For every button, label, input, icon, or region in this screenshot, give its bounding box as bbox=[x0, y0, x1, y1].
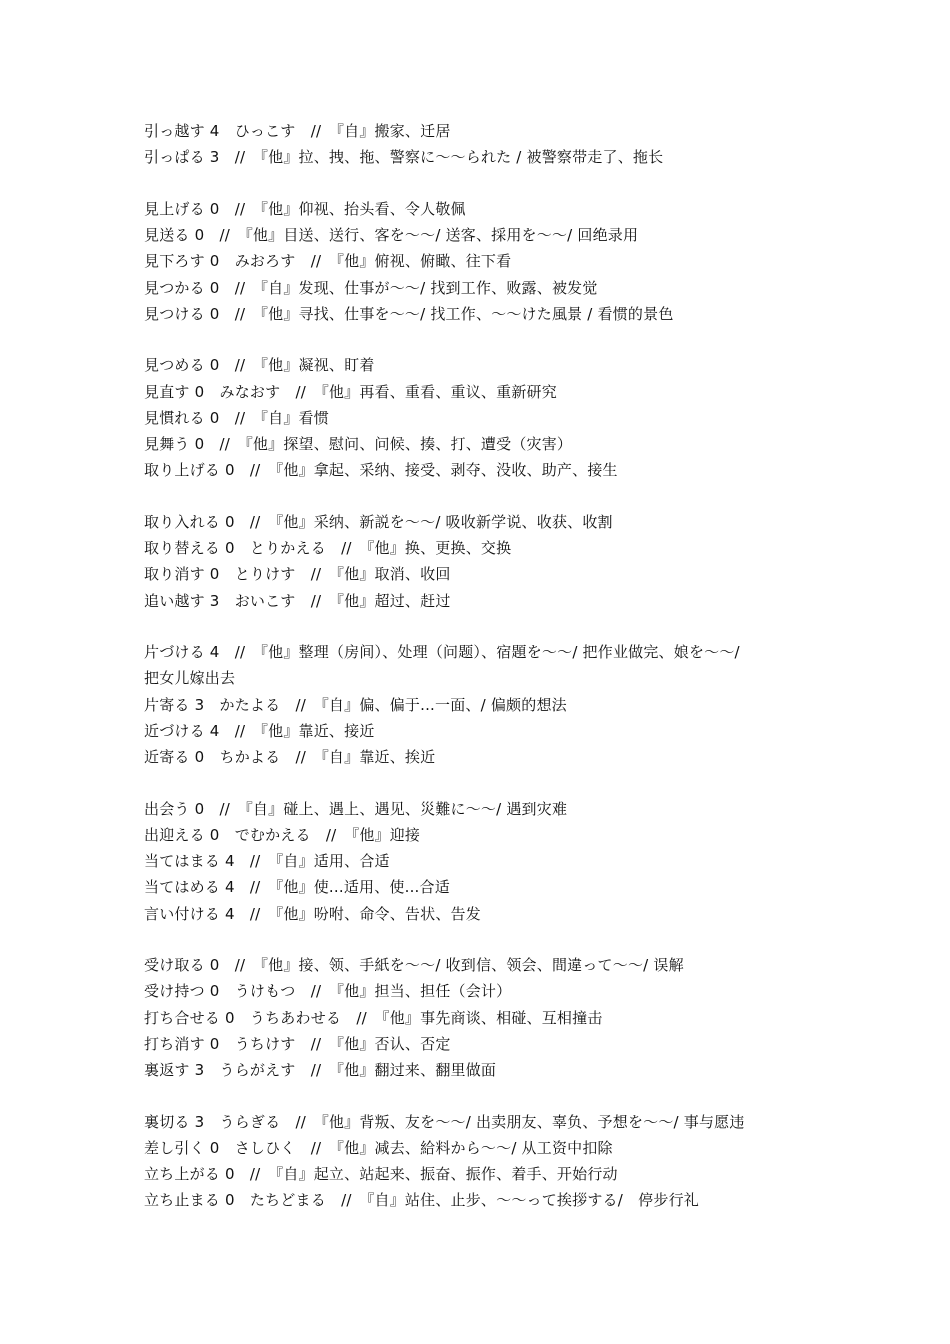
entry-line: 裏切る 3 うらぎる // 『他』背叛、友を～～/ 出卖朋友、辜负、予想を～～/ 事与愿违 bbox=[144, 1112, 745, 1131]
entry-line: 受け持つ 0 うけもつ // 『他』担当、担任（会计） bbox=[144, 982, 512, 1001]
entry-line: 言い付ける 4 // 『他』吩咐、命令、告状、告发 bbox=[144, 904, 481, 923]
entry-group bbox=[144, 352, 844, 483]
entry-group bbox=[144, 509, 844, 614]
entry-line: 差し引く 0 さしひく // 『他』减去、給料から～～/ 从工资中扣除 bbox=[144, 1139, 613, 1157]
entry-line: 見直す 0 みなおす // 『他』再看、重看、重议、重新研究 bbox=[144, 382, 557, 401]
entry-line: 打ち消す 0 うちけす // 『他』否认、否定 bbox=[144, 1034, 451, 1053]
entry-group bbox=[144, 1109, 844, 1214]
entry-line: 見上げる 0 // 『他』仰视、抬头看、令人敬佩 bbox=[144, 199, 466, 218]
entry-line: 取り上げる 0 // 『他』拿起、采纳、接受、剥夺、没收、助产、接生 bbox=[144, 461, 618, 480]
entry-line: 追い越す 3 おいこす // 『他』超过、赶过 bbox=[144, 591, 451, 610]
entry-line: 打ち合せる 0 うちあわせる // 『他』事先商谈、相碰、互相撞击 bbox=[144, 1008, 603, 1027]
entry-line: 当てはめる 4 // 『他』使...适用、使...合适 bbox=[144, 878, 450, 897]
entry-line: 引っぱる 3 // 『他』拉、拽、拖、警察に～～られた / 被警察带走了、拖长 bbox=[144, 148, 664, 167]
entry-line: 見下ろす 0 みおろす // 『他』俯视、俯瞰、往下看 bbox=[144, 252, 512, 271]
entry-line: 見つける 0 // 『他』寻找、仕事を～～/ 找工作、～～けた風景 / 看惯的景色 bbox=[144, 304, 674, 323]
entry-group bbox=[144, 952, 844, 1083]
entry-line: 取り消す 0 とりけす // 『他』取消、收回 bbox=[144, 565, 451, 584]
entry-line: 見慣れる 0 // 『自』看惯 bbox=[144, 408, 329, 427]
entry-line: 立ち上がる 0 // 『自』起立、站起来、振奋、振作、着手、开始行动 bbox=[144, 1165, 618, 1184]
entry-line: 当てはまる 4 // 『自』适用、合适 bbox=[144, 852, 390, 871]
entry-line: 出会う 0 // 『自』碰上、遇上、遇见、災難に～～/ 遇到灾难 bbox=[144, 799, 568, 818]
entry-line: 取り入れる 0 // 『他』采纳、新説を～～/ 吸收新学说、收获、收割 bbox=[144, 512, 613, 531]
entry-line: 片寄る 3 かたよる // 『自』偏、偏于...一面、/ 偏颇的想法 bbox=[144, 695, 567, 714]
entry-group bbox=[144, 118, 844, 170]
entry-group bbox=[144, 639, 844, 770]
entry-line: 受け取る 0 // 『他』接、领、手紙を～～/ 收到信、领会、間違って～～/ 误解 bbox=[144, 956, 684, 975]
entry-line: 近づける 4 // 『他』靠近、接近 bbox=[144, 721, 375, 740]
vocabulary-document bbox=[144, 118, 844, 1239]
entry-line: 見送る 0 // 『他』目送、送行、客を～～/ 送客、採用を～～/ 回绝录用 bbox=[144, 226, 639, 245]
entry-group bbox=[144, 196, 844, 327]
entry-line: 取り替える 0 とりかえる // 『他』换、更换、交换 bbox=[144, 539, 512, 558]
entry-line-continuation: 把女儿嫁出去 bbox=[144, 669, 236, 688]
entry-line: 近寄る 0 ちかよる // 『自』靠近、挨近 bbox=[144, 748, 436, 767]
entry-line: 見舞う 0 // 『他』探望、慰问、问候、揍、打、遭受（灾害） bbox=[144, 435, 573, 454]
entry-line: 裏返す 3 うらがえす // 『他』翻过来、翻里做面 bbox=[144, 1061, 497, 1080]
entry-line: 立ち止まる 0 たちどまる // 『自』站住、止步、～～って挨拶する/ 停步行礼 bbox=[144, 1191, 699, 1210]
entry-line: 出迎える 0 でむかえる // 『他』迎接 bbox=[144, 825, 421, 844]
entry-line: 見つかる 0 // 『自』发现、仕事が～～/ 找到工作、败露、被发觉 bbox=[144, 278, 598, 297]
entry-line: 引っ越す 4 ひっこす // 『自』搬家、迁居 bbox=[144, 122, 451, 140]
entry-line: 片づける 4 // 『他』整理（房间）、处理（问题）、宿題を～～/ 把作业做完、娘を～～/ bbox=[144, 643, 740, 662]
entry-group bbox=[144, 796, 844, 927]
entry-line: 見つめる 0 // 『他』凝视、盯着 bbox=[144, 356, 375, 375]
